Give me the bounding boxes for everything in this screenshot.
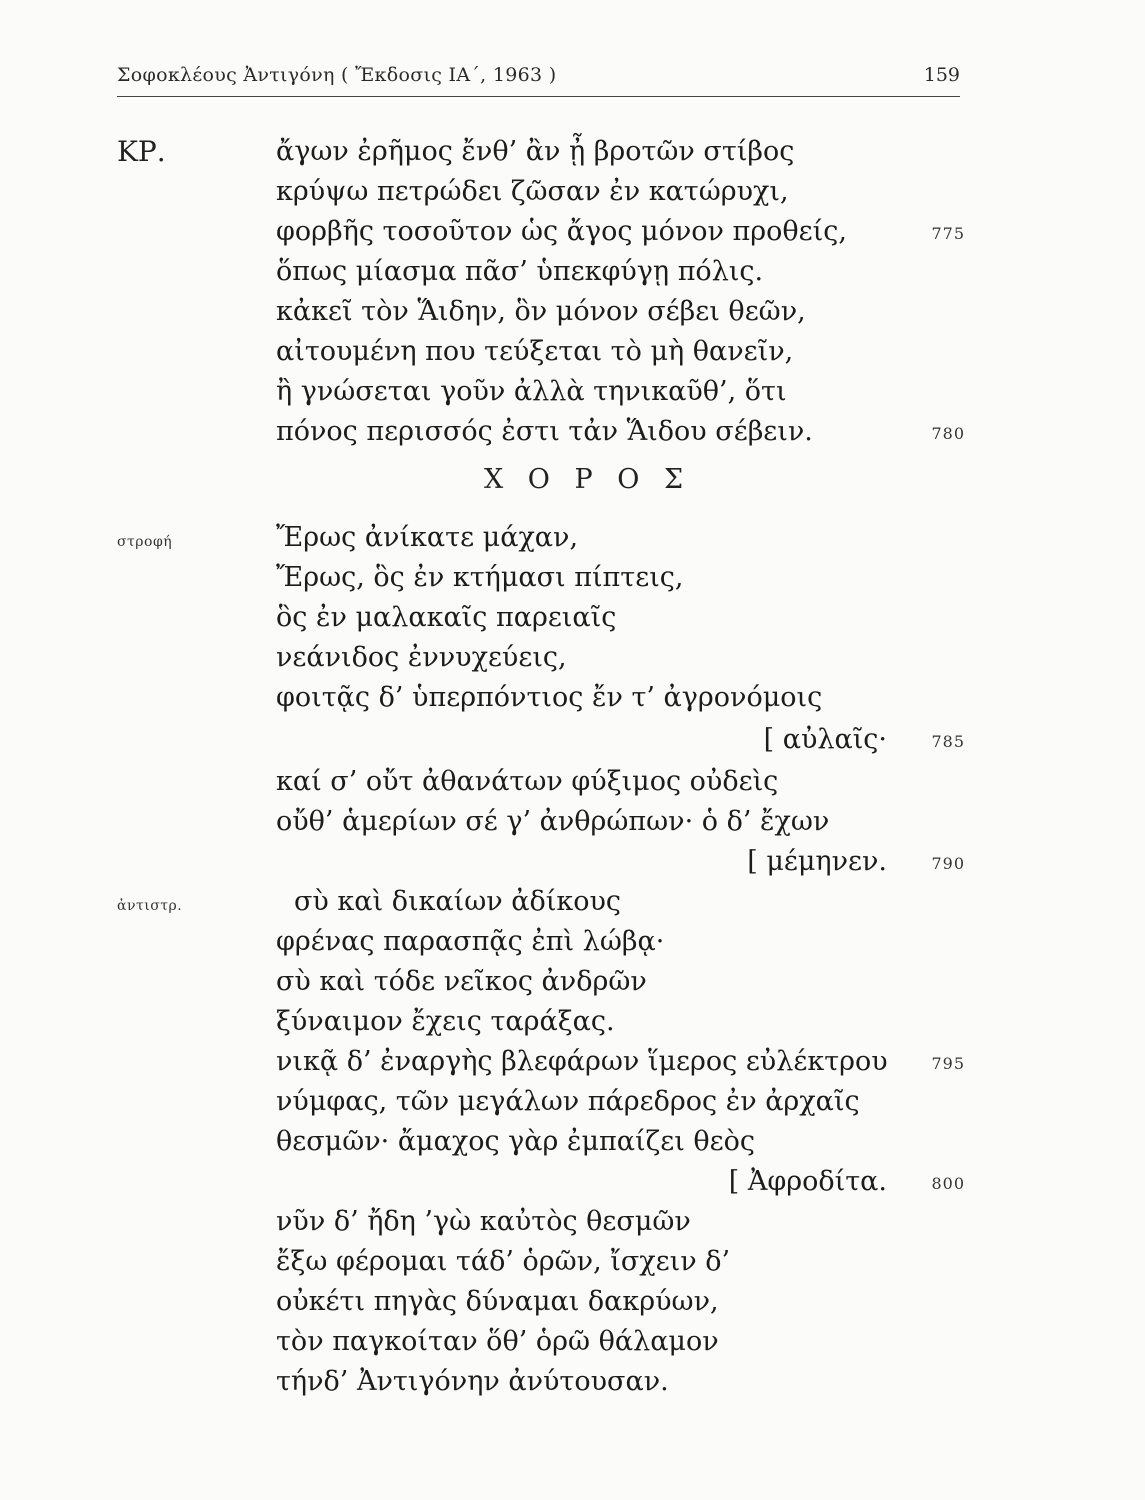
verse-line: σὺ καὶ τόδε νεῖκος ἀνδρῶν [276, 966, 647, 997]
strophe-marker: στροφή [117, 534, 173, 550]
verse-row [0, 372, 1145, 412]
verse-line: τήνδ’ Ἀντιγόνην ἀνύτουσαν. [276, 1366, 669, 1397]
verse-row [0, 1322, 1145, 1362]
speaker-label: ΚΡ. [117, 135, 166, 168]
verse-continuation: [ Ἀφροδίτα. [728, 1166, 887, 1197]
verse-line: νικᾷ δ’ ἐναργὴς βλεφάρων ἵμερος εὐλέκτρου [276, 1046, 888, 1077]
verse-row [0, 132, 1145, 172]
verse-row [0, 678, 1145, 718]
verse-line: Ἔρως ἀνίκατε μάχαν, [276, 522, 579, 553]
verse-row [0, 1282, 1145, 1322]
verse-line: οὐκέτι πηγὰς δύναμαι δακρύων, [276, 1286, 719, 1317]
verse-row [0, 1002, 1145, 1042]
verse-row [0, 1162, 1145, 1202]
verse-line: φρένας παρασπᾷς ἐπὶ λώβᾳ· [276, 926, 665, 957]
verse-row [0, 212, 1145, 252]
verse-row [0, 332, 1145, 372]
verse-line: νύμφας, τῶν μεγάλων πάρεδρος ἐν ἀρχαῖς [276, 1086, 860, 1117]
verse-row [0, 1082, 1145, 1122]
verse-line: αἰτουμένη που τεύξεται τὸ μὴ θανεῖν, [276, 336, 794, 367]
page-number: 159 [923, 64, 960, 86]
verse-line: τὸν παγκοίταν ὅθ’ ὁρῶ θάλαμον [276, 1326, 719, 1357]
verse-row [0, 922, 1145, 962]
verse-row [0, 1042, 1145, 1082]
verse-row [0, 1202, 1145, 1242]
verse-line: ὃς ἐν μαλακαῖς παρειαῖς [276, 602, 617, 633]
verse-row [0, 172, 1145, 212]
running-title: Σοφοκλέους Ἀντιγόνη ( Ἔκδοσις ΙΑ΄, 1963 ) [117, 64, 557, 86]
line-number: 790 [931, 854, 965, 873]
verse-row [0, 412, 1145, 452]
verse-row [0, 720, 1145, 760]
verse-line: Ἔρως, ὃς ἐν κτήμασι πίπτεις, [276, 562, 684, 593]
verse-line: οὔθ’ ἁμερίων σέ γ’ ἀνθρώπων· ὁ δ’ ἔχων [276, 806, 830, 837]
verse-line: ἢ γνώσεται γοῦν ἀλλὰ τηνικαῦθ’, ὅτι [276, 376, 787, 407]
verse-line: ἔξω φέρομαι τάδ’ ὁρῶν, ἴσχειν δ’ [276, 1246, 731, 1277]
verse-line: ὅπως μίασμα πᾶσ’ ὑπεκφύγῃ πόλις. [276, 256, 764, 287]
verse-line: νῦν δ’ ἤδη ’γὼ καὐτὸς θεσμῶν [276, 1206, 691, 1237]
verse-continuation: [ μέμηνεν. [747, 846, 887, 877]
line-number: 780 [931, 424, 965, 443]
verse-row [0, 882, 1145, 922]
verse-row [0, 802, 1145, 842]
chorus-heading: Χ Ο Ρ Ο Σ [483, 464, 692, 495]
verse-line: ἄγων ἐρῆμος ἔνθ’ ἂν ᾖ βροτῶν στίβος [276, 136, 795, 167]
line-number: 785 [931, 732, 965, 751]
verse-line: κρύψω πετρώδει ζῶσαν ἐν κατώρυχι, [276, 176, 789, 207]
line-number: 795 [931, 1054, 965, 1073]
verse-row [0, 842, 1145, 882]
chorus-heading-row [0, 460, 1145, 500]
verse-row [0, 558, 1145, 598]
antistrophe-marker: ἀντιστρ. [117, 898, 183, 914]
verse-line: ξύναιμον ἔχεις ταράξας. [276, 1006, 615, 1037]
verse-row [0, 598, 1145, 638]
verse-continuation: [ αὐλαῖς· [763, 724, 887, 755]
verse-row [0, 962, 1145, 1002]
line-number: 800 [931, 1174, 965, 1193]
verse-line: σὺ καὶ δικαίων ἀδίκους [294, 886, 621, 917]
page-header [117, 62, 960, 97]
verse-line: καί σ’ οὔτ ἀθανάτων φύξιμος οὐδεὶς [276, 766, 779, 797]
verse-row [0, 252, 1145, 292]
verse-row [0, 638, 1145, 678]
verse-row [0, 762, 1145, 802]
verse-row [0, 292, 1145, 332]
verse-row [0, 1362, 1145, 1402]
verse-row [0, 518, 1145, 558]
verse-line: νεάνιδος ἐννυχεύεις, [276, 642, 567, 673]
verse-row [0, 1122, 1145, 1162]
verse-line: φορβῆς τοσοῦτον ὡς ἄγος μόνον προθείς, [276, 216, 847, 247]
verse-row [0, 1242, 1145, 1282]
verse-line: φοιτᾷς δ’ ὑπερπόντιος ἔν τ’ ἀγρονόμοις [276, 682, 823, 713]
line-number: 775 [931, 224, 965, 243]
verse-line: πόνος περισσός ἐστι τἀν Ἅιδου σέβειν. [276, 416, 813, 447]
verse-line: θεσμῶν· ἄμαχος γὰρ ἐμπαίζει θεὸς [276, 1126, 755, 1157]
verse-line: κἀκεῖ τὸν Ἅιδην, ὃν μόνον σέβει θεῶν, [276, 296, 806, 327]
